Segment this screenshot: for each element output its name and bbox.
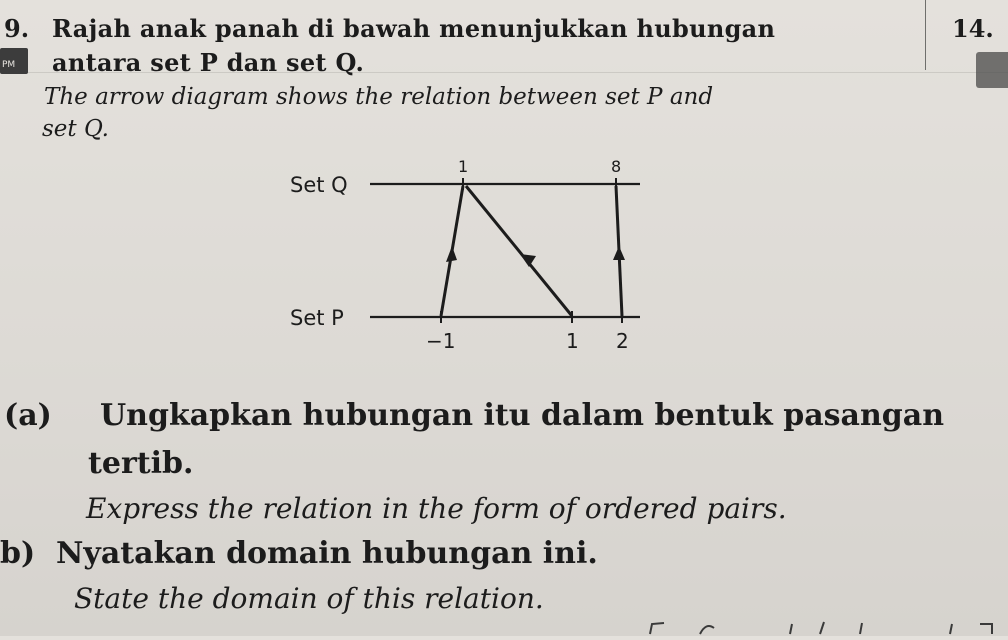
- part-a-english: Express the relation in the form of ordered pairs.: [86, 492, 787, 525]
- arrow-1-to-1: [466, 186, 572, 316]
- question-number: 9.: [4, 14, 30, 43]
- next-question-number: 14.: [952, 14, 994, 43]
- arrowhead-minus1-to-1: [446, 246, 457, 262]
- p-element-2: 2: [616, 329, 629, 353]
- arrow-diagram: [280, 150, 660, 360]
- part-b-label: b): [0, 536, 36, 571]
- part-b-malay: Nyatakan domain hubungan ini.: [56, 536, 598, 571]
- question-english-line1: The arrow diagram shows the relation between set P and: [44, 84, 714, 110]
- part-a-malay-line2: tertib.: [88, 446, 194, 481]
- margin-divider: [925, 0, 926, 70]
- arrowhead-2-to-8: [613, 246, 625, 260]
- cut-off-handwriting: [640, 618, 1008, 636]
- q-element-8: 8: [611, 157, 622, 176]
- right-margin-tab: [976, 52, 1008, 88]
- question-malay-line1: Rajah anak panah di bawah menunjukkan hubungan: [52, 14, 776, 43]
- part-a-label: (a): [4, 398, 52, 433]
- question-english-line2: set Q.: [42, 116, 109, 142]
- q-element-1: 1: [458, 157, 469, 176]
- set-q-label: Set Q: [290, 173, 348, 197]
- left-margin-tab: PM: [0, 48, 28, 74]
- arrowhead-1-to-1: [520, 254, 536, 267]
- question-malay-line2: antara set P dan set Q.: [52, 48, 365, 77]
- p-element-1: 1: [566, 329, 579, 353]
- part-b-english: State the domain of this relation.: [74, 582, 544, 615]
- part-a-malay-line1: Ungkapkan hubungan itu dalam bentuk pasangan: [100, 398, 945, 433]
- set-p-label: Set P: [290, 306, 344, 330]
- p-element-minus1: −1: [426, 329, 456, 353]
